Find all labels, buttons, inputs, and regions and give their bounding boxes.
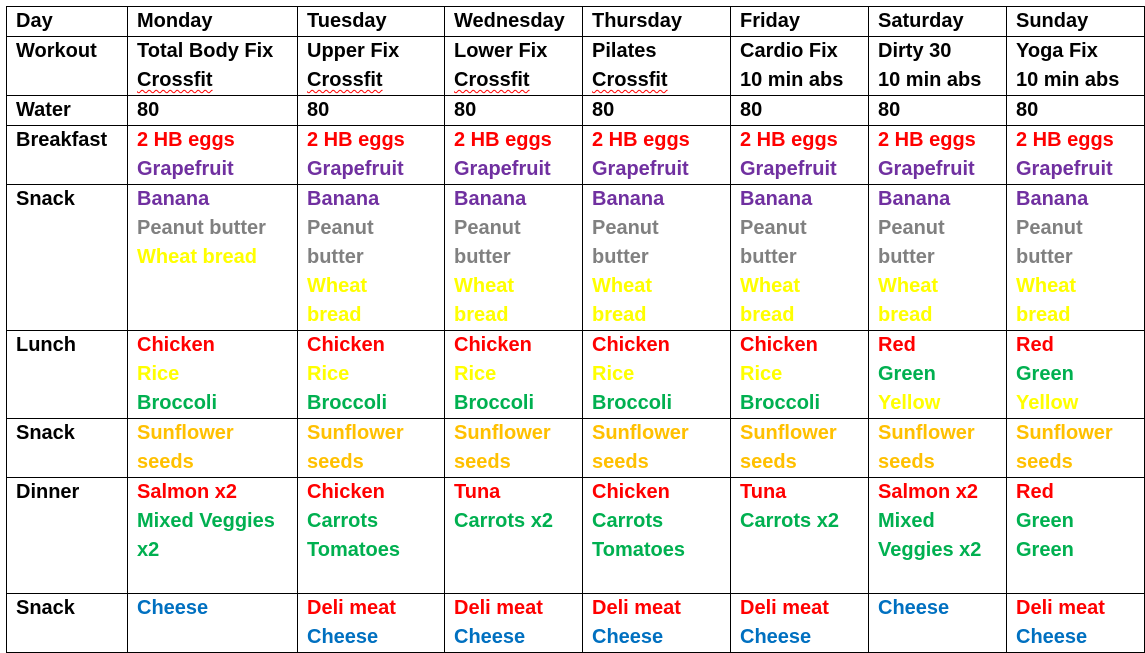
plan-row-lunch — [7, 331, 1145, 419]
plan-cell — [128, 419, 298, 478]
plan-table-body — [7, 7, 1145, 653]
row-label: Dinner — [7, 478, 128, 594]
header-cell-friday: Friday — [731, 7, 869, 37]
plan-cell — [869, 478, 1007, 594]
cell-item — [307, 66, 440, 95]
plan-cell — [869, 419, 1007, 478]
cell-item: Rice — [740, 363, 783, 385]
plan-cell — [731, 126, 869, 185]
plan-cell — [583, 185, 731, 331]
cell-item: Cheese — [878, 597, 950, 619]
plan-row-snack — [7, 594, 1145, 653]
row-label: Snack — [7, 419, 128, 478]
cell-item: Deli meat — [307, 597, 396, 619]
cell-item: Wheat — [307, 275, 367, 297]
plan-cell — [445, 185, 583, 331]
cell-item: Cheese — [137, 597, 209, 619]
cell-item: bread — [740, 304, 795, 326]
cell-item: 2 HB eggs — [592, 129, 690, 151]
cell-item: Veggies x2 — [878, 539, 982, 561]
cell-item: Mixed — [878, 510, 935, 532]
cell-item — [592, 66, 726, 95]
plan-cell — [869, 37, 1007, 96]
plan-row-snack — [7, 419, 1145, 478]
cell-item: Rice — [307, 363, 350, 385]
cell-item: bread — [878, 304, 933, 326]
plan-cell — [731, 594, 869, 653]
plan-cell — [445, 478, 583, 594]
plan-cell — [731, 331, 869, 419]
cell-item: 2 HB eggs — [307, 129, 405, 151]
cell-item: Peanut — [307, 217, 374, 239]
plan-cell — [298, 594, 445, 653]
cell-item: Banana — [307, 188, 380, 210]
cell-item: Peanut — [878, 217, 945, 239]
cell-item: Grapefruit — [740, 158, 837, 180]
plan-cell — [128, 37, 298, 96]
cell-item: 80 — [307, 99, 330, 121]
cell-item: Broccoli — [454, 392, 535, 414]
cell-item: Red — [1016, 334, 1054, 356]
plan-cell — [445, 331, 583, 419]
header-cell-day: Day — [7, 7, 128, 37]
plan-cell — [869, 594, 1007, 653]
cell-item: Wheat — [592, 275, 652, 297]
cell-item: Tuna — [454, 481, 501, 503]
cell-item: butter — [1016, 246, 1073, 268]
cell-item: Cheese — [1016, 626, 1088, 648]
cell-item: bread — [307, 304, 362, 326]
plan-cell — [445, 96, 583, 126]
plan-cell — [298, 185, 445, 331]
plan-cell — [869, 185, 1007, 331]
spellcheck-word: Crossfit — [137, 69, 213, 91]
cell-item: Carrots — [592, 510, 664, 532]
cell-item: 80 — [137, 99, 160, 121]
cell-item: Chicken — [592, 481, 670, 503]
plan-cell — [583, 594, 731, 653]
cell-item: Chicken — [592, 334, 670, 356]
cell-item: seeds — [307, 451, 364, 473]
cell-item: Grapefruit — [878, 158, 975, 180]
cell-item: Banana — [137, 188, 210, 210]
plan-cell — [128, 185, 298, 331]
cell-item: Lower Fix — [454, 40, 548, 62]
cell-item: Wheat — [878, 275, 938, 297]
header-cell-wednesday: Wednesday — [445, 7, 583, 37]
cell-item: Grapefruit — [137, 158, 234, 180]
cell-item: Sunflower — [740, 422, 837, 444]
cell-item: Tomatoes — [592, 539, 685, 561]
cell-item: Banana — [740, 188, 813, 210]
cell-item: Chicken — [740, 334, 818, 356]
cell-item: Grapefruit — [454, 158, 551, 180]
plan-cell — [298, 96, 445, 126]
cell-item: Sunflower — [137, 422, 234, 444]
cell-item: Grapefruit — [592, 158, 689, 180]
cell-item: seeds — [137, 451, 194, 473]
plan-cell — [1007, 37, 1145, 96]
cell-item: 80 — [878, 99, 901, 121]
plan-cell — [1007, 126, 1145, 185]
cell-item: 2 HB eggs — [878, 129, 976, 151]
cell-item: Yellow — [1016, 392, 1079, 414]
plan-cell — [1007, 594, 1145, 653]
plan-cell — [128, 126, 298, 185]
cell-item: Banana — [878, 188, 951, 210]
plan-cell — [731, 37, 869, 96]
cell-item: Pilates — [592, 40, 657, 62]
cell-item: Peanut — [740, 217, 807, 239]
cell-item: Banana — [592, 188, 665, 210]
plan-cell — [583, 478, 731, 594]
plan-cell — [583, 126, 731, 185]
plan-cell — [298, 419, 445, 478]
cell-item: 80 — [592, 99, 615, 121]
cell-item: Rice — [137, 363, 180, 385]
cell-item — [137, 66, 293, 95]
cell-item: Total Body Fix — [137, 40, 274, 62]
plan-cell — [869, 331, 1007, 419]
cell-item: 80 — [740, 99, 763, 121]
cell-item: 80 — [1016, 99, 1039, 121]
cell-item: Dirty 30 — [878, 40, 952, 62]
cell-item: Green — [878, 363, 936, 385]
cell-item: Broccoli — [592, 392, 673, 414]
header-row — [7, 7, 1145, 37]
cell-item: Grapefruit — [1016, 158, 1113, 180]
plan-cell — [298, 37, 445, 96]
header-cell-monday: Monday — [128, 7, 298, 37]
plan-cell — [445, 594, 583, 653]
cell-item: seeds — [740, 451, 797, 473]
plan-cell — [583, 331, 731, 419]
cell-item: Carrots — [307, 510, 379, 532]
plan-cell — [128, 96, 298, 126]
plan-row-water — [7, 96, 1145, 126]
cell-item: Tuna — [740, 481, 787, 503]
cell-item: Chicken — [307, 481, 385, 503]
cell-item: 10 min abs — [878, 69, 982, 91]
cell-item: Sunflower — [592, 422, 689, 444]
header-cell-tuesday: Tuesday — [298, 7, 445, 37]
spellcheck-word: Crossfit — [307, 69, 383, 91]
plan-cell — [1007, 96, 1145, 126]
plan-cell — [731, 185, 869, 331]
plan-cell — [583, 419, 731, 478]
cell-item: Green — [1016, 510, 1074, 532]
cell-item: Sunflower — [878, 422, 975, 444]
plan-cell — [445, 419, 583, 478]
cell-item: 2 HB eggs — [137, 129, 235, 151]
cell-item: Wheat — [454, 275, 514, 297]
cell-item: Red — [878, 334, 916, 356]
cell-item: Rice — [592, 363, 635, 385]
plan-cell — [128, 331, 298, 419]
cell-item: Deli meat — [740, 597, 829, 619]
header-cell-saturday: Saturday — [869, 7, 1007, 37]
cell-item: Chicken — [454, 334, 532, 356]
plan-cell — [298, 126, 445, 185]
plan-cell — [583, 96, 731, 126]
plan-cell — [298, 478, 445, 594]
cell-item: 2 HB eggs — [1016, 129, 1114, 151]
cell-item: butter — [454, 246, 511, 268]
meal-workout-plan-table — [6, 6, 1145, 653]
cell-item: 10 min abs — [740, 69, 844, 91]
cell-item: Peanut — [592, 217, 659, 239]
cell-item: Grapefruit — [307, 158, 404, 180]
cell-item: 10 min abs — [1016, 69, 1120, 91]
cell-item: Peanut — [454, 217, 521, 239]
plan-cell — [731, 96, 869, 126]
cell-item: Tomatoes — [307, 539, 400, 561]
plan-cell — [869, 96, 1007, 126]
cell-item: 2 HB eggs — [740, 129, 838, 151]
cell-item: Red — [1016, 481, 1054, 503]
cell-item: 80 — [454, 99, 477, 121]
plan-cell — [1007, 419, 1145, 478]
cell-item — [454, 66, 578, 95]
row-label: Breakfast — [7, 126, 128, 185]
cell-item: Sunflower — [307, 422, 404, 444]
cell-item: Yellow — [878, 392, 941, 414]
plan-cell — [1007, 185, 1145, 331]
cell-item: Deli meat — [454, 597, 543, 619]
plan-row-workout — [7, 37, 1145, 96]
cell-item: Cheese — [740, 626, 812, 648]
cell-item: Broccoli — [740, 392, 821, 414]
cell-item: Peanut butter — [137, 217, 266, 239]
row-label: Lunch — [7, 331, 128, 419]
row-label: Snack — [7, 185, 128, 331]
cell-item: butter — [592, 246, 649, 268]
spellcheck-word: Crossfit — [592, 69, 668, 91]
row-label: Water — [7, 96, 128, 126]
plan-cell — [583, 37, 731, 96]
plan-row-snack — [7, 185, 1145, 331]
cell-item: Deli meat — [592, 597, 681, 619]
plan-cell — [445, 37, 583, 96]
cell-item: Chicken — [137, 334, 215, 356]
plan-cell — [128, 594, 298, 653]
cell-item: Cheese — [454, 626, 526, 648]
cell-item: Banana — [1016, 188, 1089, 210]
cell-item: Sunflower — [454, 422, 551, 444]
cell-item: Banana — [454, 188, 527, 210]
plan-cell — [731, 419, 869, 478]
spellcheck-word: Crossfit — [454, 69, 530, 91]
cell-item: Cheese — [592, 626, 664, 648]
plan-cell — [869, 126, 1007, 185]
cell-item: Green — [1016, 363, 1074, 385]
cell-item: Sunflower — [1016, 422, 1113, 444]
cell-item: Cardio Fix — [740, 40, 838, 62]
cell-item: Wheat — [740, 275, 800, 297]
plan-cell — [731, 478, 869, 594]
cell-item: Deli meat — [1016, 597, 1105, 619]
cell-item: bread — [592, 304, 647, 326]
header-cell-thursday: Thursday — [583, 7, 731, 37]
cell-item: Rice — [454, 363, 497, 385]
cell-item: bread — [1016, 304, 1071, 326]
header-cell-sunday: Sunday — [1007, 7, 1145, 37]
cell-item: Chicken — [307, 334, 385, 356]
plan-cell — [1007, 331, 1145, 419]
cell-item: seeds — [592, 451, 649, 473]
plan-cell — [1007, 478, 1145, 594]
cell-item: Wheat bread — [137, 246, 258, 268]
cell-item: x2 — [137, 539, 160, 561]
plan-cell — [128, 478, 298, 594]
cell-item: Green — [1016, 539, 1074, 561]
cell-item: Upper Fix — [307, 40, 400, 62]
cell-item: seeds — [454, 451, 511, 473]
plan-cell — [445, 126, 583, 185]
plan-cell — [298, 331, 445, 419]
cell-item: Carrots x2 — [454, 510, 553, 532]
cell-item: Broccoli — [307, 392, 388, 414]
cell-item: butter — [307, 246, 364, 268]
cell-item: Peanut — [1016, 217, 1083, 239]
cell-item: Mixed Veggies — [137, 510, 275, 532]
cell-item: Yoga Fix — [1016, 40, 1098, 62]
cell-item: Carrots x2 — [740, 510, 839, 532]
plan-row-dinner — [7, 478, 1145, 594]
cell-item: Broccoli — [137, 392, 218, 414]
cell-item: bread — [454, 304, 509, 326]
cell-item: seeds — [878, 451, 935, 473]
cell-item: 2 HB eggs — [454, 129, 552, 151]
cell-item: Cheese — [307, 626, 379, 648]
cell-item: Wheat — [1016, 275, 1076, 297]
cell-item: Salmon x2 — [878, 481, 979, 503]
cell-item: butter — [740, 246, 797, 268]
cell-item: Salmon x2 — [137, 481, 238, 503]
plan-row-breakfast — [7, 126, 1145, 185]
cell-item: butter — [878, 246, 935, 268]
row-label: Snack — [7, 594, 128, 653]
cell-item: seeds — [1016, 451, 1073, 473]
row-label: Workout — [7, 37, 128, 96]
